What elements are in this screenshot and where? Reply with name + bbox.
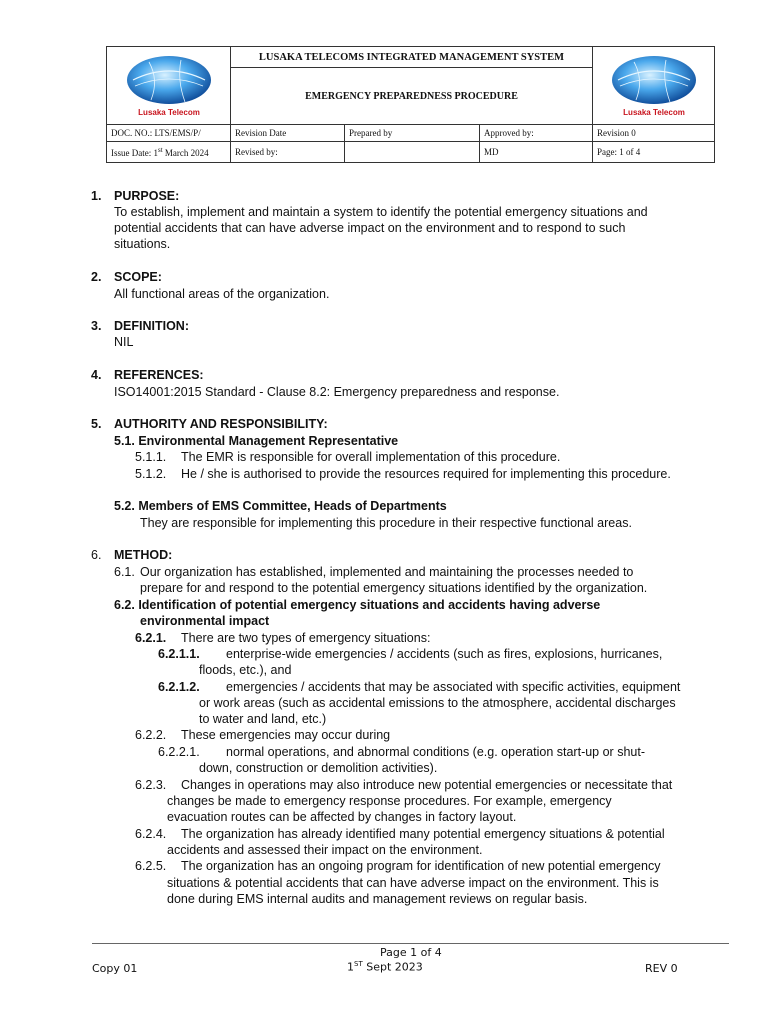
item-number: 5.1.2.	[135, 467, 167, 481]
item-number: 6.2.1.	[135, 631, 167, 645]
paragraph-line: The organization has an ongoing program for identification of new potential emergency	[181, 859, 661, 873]
subsection-heading: environmental impact	[140, 614, 270, 628]
logo-text: Lusaka Telecom	[137, 107, 200, 117]
approved-by-label: Approved by:	[480, 125, 593, 142]
paragraph-line: potential accidents that can have adverse impact on the environment and to respond to such	[114, 221, 626, 235]
lusaka-telecom-logo	[119, 50, 219, 120]
paragraph-line: changes be made to emergency response procedures. For example, emergency	[167, 794, 612, 808]
section-number: 3.	[91, 319, 102, 333]
paragraph-line: He / she is authorised to provide the resources required for implementing this procedure.	[181, 467, 671, 481]
section-heading-references: REFERENCES:	[114, 368, 204, 382]
paragraph-line: Changes in operations may also introduce new potential emergencies or necessitate that	[181, 778, 673, 792]
section-heading-definition: DEFINITION:	[114, 319, 189, 333]
item-number: 6.2.1.2.	[158, 680, 200, 694]
prepared-by-label: Prepared by	[345, 125, 480, 142]
section-heading-scope: SCOPE:	[114, 270, 162, 284]
item-number: 5.1.1.	[135, 450, 167, 464]
revision-number: Revision 0	[593, 125, 715, 142]
paragraph-line: emergencies / accidents that may be associated with specific activities, equipment	[226, 680, 681, 694]
section-number: 1.	[91, 189, 102, 203]
paragraph-line: situations & potential accidents that can have adverse impact on the environment. This is	[167, 876, 659, 890]
empty-cell	[345, 142, 480, 163]
section-heading-authority: AUTHORITY AND RESPONSIBILITY:	[114, 417, 328, 431]
item-number: 6.2.2.	[135, 728, 167, 742]
item-number: 6.2.2.1.	[158, 745, 200, 759]
subsection-heading: 5.1. Environmental Management Representative	[114, 434, 399, 448]
paragraph-line: Our organization has established, implemented and maintaining the processes needed to	[140, 565, 634, 579]
document-header-table	[106, 46, 715, 163]
paragraph-line: NIL	[114, 335, 134, 349]
paragraph-line: accidents and assessed their impact on the environment.	[167, 843, 483, 857]
paragraph-line: done during EMS internal audits and management reviews on regular basis.	[167, 892, 588, 906]
paragraph-line: prepare for and respond to the potential emergency situations identified by the organization.	[140, 581, 648, 595]
doc-number: DOC. NO.: LTS/EMS/P/	[107, 125, 231, 142]
right-logo-cell	[593, 47, 715, 125]
logo-text: Lusaka Telecom	[622, 107, 685, 117]
paragraph-line: or work areas (such as accidental emissions to the atmosphere, accidental discharges	[199, 696, 676, 710]
paragraph-line: To establish, implement and maintain a system to identify the potential emergency situations and	[114, 205, 648, 219]
section-heading-method: METHOD:	[114, 548, 173, 562]
footer-copy-label: Copy 01	[92, 962, 138, 975]
section-number: 2.	[91, 270, 102, 284]
item-number: 6.1.	[114, 565, 135, 579]
paragraph-line: The organization has already identified many potential emergency situations & potential	[181, 827, 665, 841]
paragraph-line: enterprise-wide emergencies / accidents (such as fires, explosions, hurricanes,	[226, 647, 663, 661]
footer-page-number: Page 1 of 4	[380, 946, 442, 959]
page-count: Page: 1 of 4	[593, 142, 715, 163]
paragraph-line: There are two types of emergency situations:	[181, 631, 431, 645]
paragraph-line: evacuation routes can be affected by changes in factory layout.	[167, 810, 517, 824]
footer-date: 1ST Sept 2023	[347, 960, 423, 974]
system-title: LUSAKA TELECOMS INTEGRATED MANAGEMENT SYSTEM	[231, 47, 593, 68]
paragraph-line: to water and land, etc.)	[199, 712, 327, 726]
paragraph-line: floods, etc.), and	[199, 663, 292, 677]
approver-md: MD	[480, 142, 593, 163]
left-logo-cell	[107, 47, 231, 125]
item-number: 6.2.5.	[135, 859, 167, 873]
footer-divider	[92, 943, 729, 944]
paragraph-line: situations.	[114, 237, 171, 251]
item-number: 6.2.4.	[135, 827, 167, 841]
section-number: 6.	[91, 548, 102, 562]
item-number: 6.2.3.	[135, 778, 167, 792]
revision-date-label: Revision Date	[231, 125, 345, 142]
section-heading-purpose: PURPOSE:	[114, 189, 180, 203]
section-number: 5.	[91, 417, 102, 431]
paragraph-line: These emergencies may occur during	[181, 728, 391, 742]
lusaka-telecom-logo	[604, 50, 704, 120]
paragraph-line: normal operations, and abnormal conditions (e.g. operation start-up or shut-	[226, 745, 645, 759]
paragraph-line: ISO14001:2015 Standard - Clause 8.2: Emergency preparedness and response.	[114, 385, 560, 399]
document-title: EMERGENCY PREPAREDNESS PROCEDURE	[231, 68, 593, 125]
section-number: 4.	[91, 368, 102, 382]
footer-revision: REV 0	[645, 962, 678, 975]
revised-by-label: Revised by:	[231, 142, 345, 163]
paragraph-line: down, construction or demolition activities).	[199, 761, 438, 775]
paragraph-line: They are responsible for implementing this procedure in their respective functional areas.	[140, 516, 632, 530]
item-number: 6.2.1.1.	[158, 647, 200, 661]
paragraph-line: All functional areas of the organization.	[114, 287, 330, 301]
issue-date: Issue Date: 1st March 2024	[107, 142, 231, 163]
subsection-heading: 5.2. Members of EMS Committee, Heads of Departments	[114, 499, 447, 513]
subsection-heading: 6.2. Identification of potential emergency situations and accidents having adverse	[114, 598, 601, 612]
paragraph-line: The EMR is responsible for overall implementation of this procedure.	[181, 450, 561, 464]
